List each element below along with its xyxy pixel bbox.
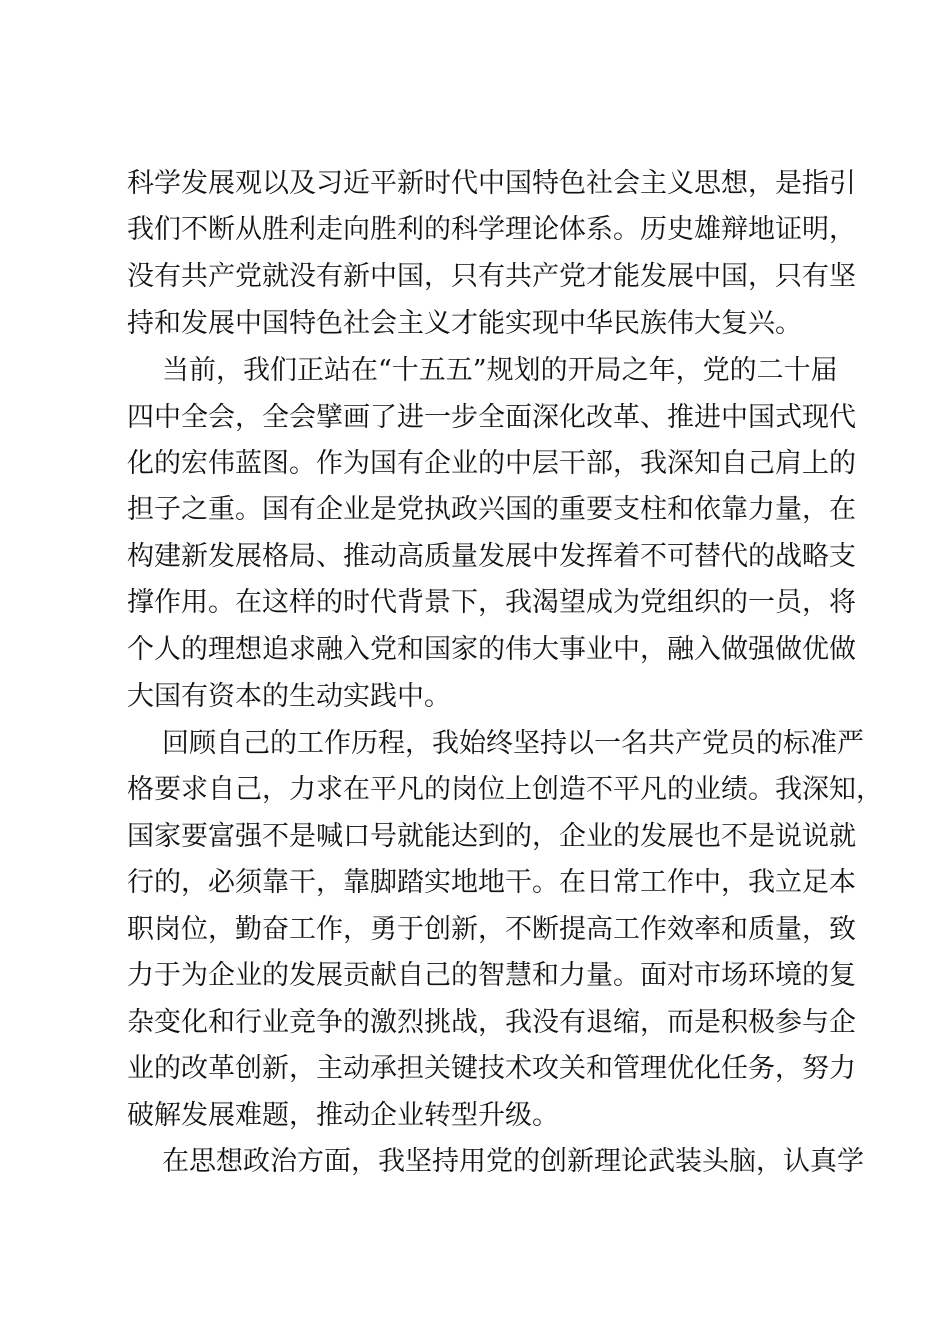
text-line: 担子之重。国有企业是党执政兴国的重要支柱和依靠力量，在 xyxy=(127,494,856,525)
text-line: 个人的理想追求融入党和国家的伟大事业中，融入做强做优做 xyxy=(127,634,856,665)
text-line: 持和发展中国特色社会主义才能实现中华民族伟大复兴。 xyxy=(127,308,802,339)
text-line: 职岗位，勤奋工作，勇于创新，不断提高工作效率和质量，致 xyxy=(127,914,856,945)
text-line: 科学发展观以及习近平新时代中国特色社会主义思想，是指引 xyxy=(127,168,856,199)
text-line: 大国有资本的生动实践中。 xyxy=(127,681,451,712)
text-line: 构建新发展格局、推动高质量发展中发挥着不可替代的战略支 xyxy=(127,541,856,572)
text-line: 行的，必须靠干，靠脚踏实地地干。在日常工作中，我立足本 xyxy=(127,867,856,898)
paragraph-first-line: 回顾自己的工作历程，我始终坚持以一名共产党员的标准严 xyxy=(162,728,864,759)
text-line: 撑作用。在这样的时代背景下，我渴望成为党组织的一员，将 xyxy=(127,587,856,618)
text-line: 四中全会，全会擘画了进一步全面深化改革、推进中国式现代 xyxy=(127,402,856,433)
paragraph-first-line: 在思想政治方面，我坚持用党的创新理论武装头脑，认真学 xyxy=(162,1146,864,1177)
text-line: 我们不断从胜利走向胜利的科学理论体系。历史雄辩地证明， xyxy=(127,214,856,245)
text-line: 没有共产党就没有新中国，只有共产党才能发展中国，只有坚 xyxy=(127,261,856,292)
text-line: 化的宏伟蓝图。作为国有企业的中层干部，我深知自己肩上的 xyxy=(127,448,856,479)
text-line: 格要求自己，力求在平凡的岗位上创造不平凡的业绩。我深知， xyxy=(127,774,883,805)
text-line: 力于为企业的发展贡献自己的智慧和力量。面对市场环境的复 xyxy=(127,960,856,991)
text-line: 业的改革创新，主动承担关键技术攻关和管理优化任务，努力 xyxy=(127,1053,856,1084)
paragraph-first-line: 当前，我们正站在“十五五”规划的开局之年，党的二十届 xyxy=(162,355,838,386)
text-line: 国家要富强不是喊口号就能达到的，企业的发展也不是说说就 xyxy=(127,821,856,852)
text-line: 破解发展难题，推动企业转型升级。 xyxy=(127,1100,559,1131)
text-line: 杂变化和行业竞争的激烈挑战，我没有退缩，而是积极参与企 xyxy=(127,1007,856,1038)
